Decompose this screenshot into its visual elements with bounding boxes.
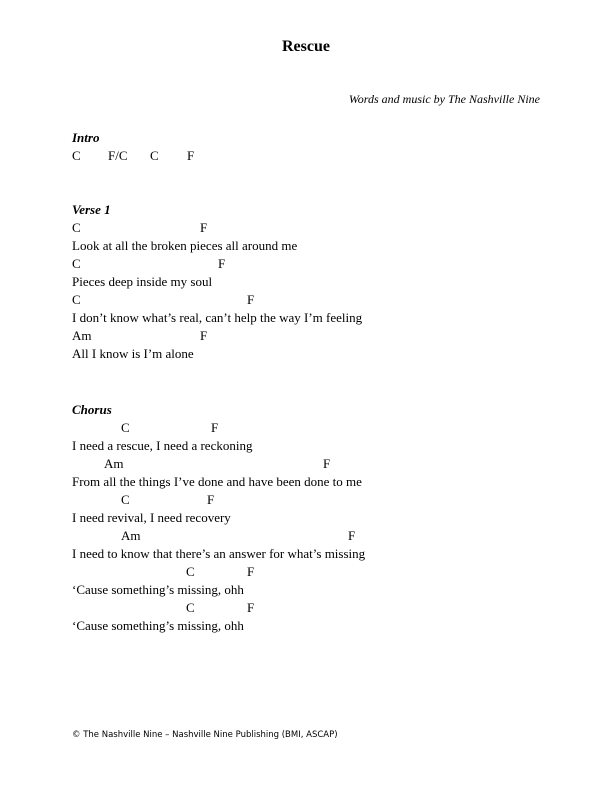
chord: C xyxy=(121,492,130,507)
verse1-lyric-line: All I know is I’m alone xyxy=(72,346,194,361)
chord: C xyxy=(72,220,81,235)
chord: F xyxy=(247,600,255,615)
chorus-chord-line xyxy=(0,564,612,580)
chord: F xyxy=(187,148,195,163)
chord: F xyxy=(247,292,255,307)
chord: Am xyxy=(72,328,92,343)
verse1-heading: Verse 1 xyxy=(72,202,111,217)
chord: C xyxy=(186,564,195,579)
verse1-chord-line xyxy=(0,220,612,236)
chorus-lyric-line: I need to know that there’s an answer for what’s missing xyxy=(72,546,366,561)
chorus-chord-line xyxy=(0,600,612,616)
chord: C xyxy=(72,256,81,271)
chorus-chord-line xyxy=(0,456,612,472)
chord: F/C xyxy=(108,148,128,163)
chord: C xyxy=(121,420,130,435)
chorus-chord-line xyxy=(0,420,612,436)
song-title: Rescue xyxy=(282,38,330,55)
chorus-lyric-line: ‘Cause something’s missing, ohh xyxy=(72,618,244,633)
chord: C xyxy=(150,148,159,163)
chord: F xyxy=(211,420,219,435)
chord: F xyxy=(218,256,226,271)
chorus-lyric-line: I need a rescue, I need a reckoning xyxy=(72,438,253,453)
intro-chord-line xyxy=(0,148,612,164)
chord: F xyxy=(207,492,215,507)
chorus-lyric-line: I need revival, I need recovery xyxy=(72,510,231,525)
chord: Am xyxy=(121,528,141,543)
songwriter-credit: Words and music by The Nashville Nine xyxy=(348,92,540,106)
chord: F xyxy=(247,564,255,579)
chorus-lyric-line: ‘Cause something’s missing, ohh xyxy=(72,582,244,597)
chord: F xyxy=(200,328,208,343)
chord: F xyxy=(200,220,208,235)
chord: F xyxy=(323,456,331,471)
verse1-chord-line xyxy=(0,256,612,272)
chord: C xyxy=(186,600,195,615)
chord: C xyxy=(72,292,81,307)
verse1-lyric-line: I don’t know what’s real, can’t help the way I’m feeling xyxy=(72,310,363,325)
verse1-lyric-line: Pieces deep inside my soul xyxy=(72,274,213,289)
chorus-chord-line xyxy=(0,492,612,508)
verse1-chord-line xyxy=(0,292,612,308)
chorus-lyric-line: From all the things I’ve done and have been done to me xyxy=(72,474,362,489)
verse1-chord-line xyxy=(0,328,612,344)
copyright-footer: © The Nashville Nine – Nashville Nine Publishing (BMI, ASCAP) xyxy=(72,730,338,740)
chorus-chord-line xyxy=(0,528,612,544)
intro-heading: Intro xyxy=(72,130,100,145)
chord: F xyxy=(348,528,356,543)
verse1-lyric-line: Look at all the broken pieces all around me xyxy=(72,238,298,253)
chord: C xyxy=(72,148,81,163)
chord: Am xyxy=(104,456,124,471)
chorus-heading: Chorus xyxy=(72,402,112,417)
